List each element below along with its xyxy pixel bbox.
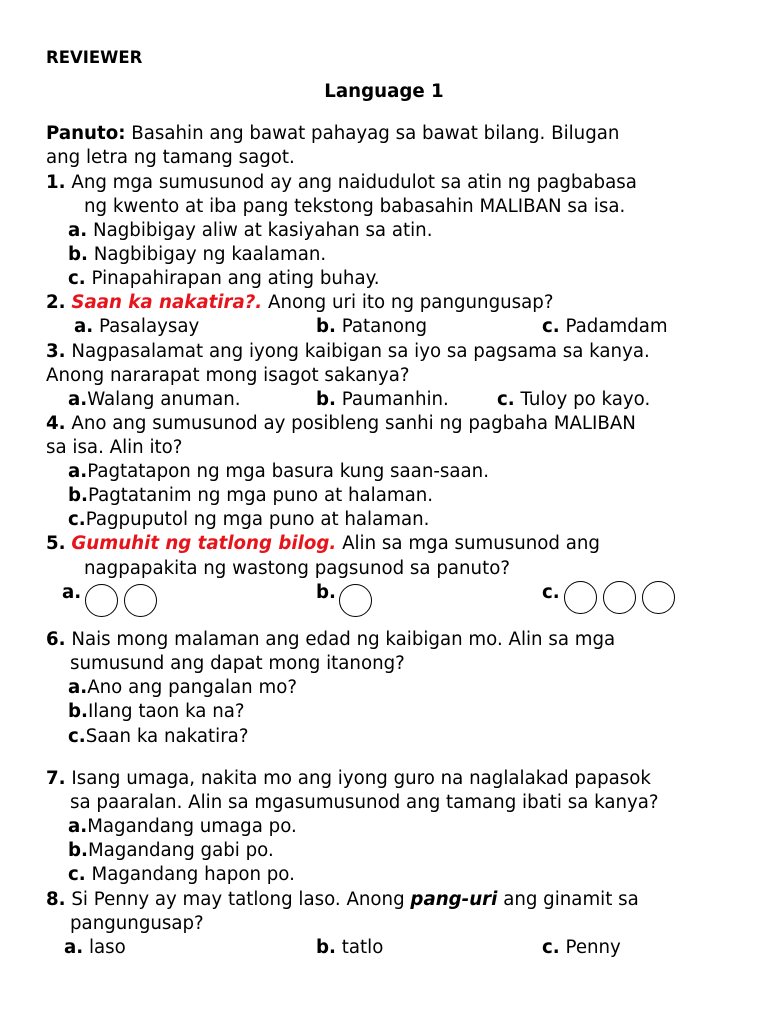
question-number: 2. <box>46 292 66 313</box>
circle-drawing <box>642 581 675 614</box>
question-8-line-2: pangungusap? <box>70 913 204 934</box>
question-number: 3. <box>46 341 66 362</box>
question-7-choice-b[interactable]: b.Magandang gabi po. <box>68 840 274 861</box>
question-2-highlight: Saan ka nakatira?. <box>71 292 263 313</box>
question-4-choice-c[interactable]: c.Pagpuputol ng mga puno at halaman. <box>68 509 430 530</box>
question-2-choice-a[interactable]: a. Pasalaysay <box>74 316 200 337</box>
question-5-choice-a-letter: a. <box>62 582 82 603</box>
question-3-choice-a[interactable]: a.Walang anuman. <box>68 389 241 410</box>
circle-drawing <box>339 584 372 617</box>
question-5-choice-a[interactable] <box>85 584 165 620</box>
question-number: 8. <box>46 889 66 910</box>
question-text: Nais mong malaman ang edad ng kaibigan mo. Alin sa mga <box>71 629 616 650</box>
reviewer-label: REVIEWER <box>46 48 143 67</box>
instructions-label: Panuto: <box>46 123 126 144</box>
question-5-line-2: nagpapakita ng wastong pagsunod sa panuto? <box>84 558 510 579</box>
question-4-line-2: sa isa. Alin ito? <box>46 437 183 458</box>
page-title: Language 1 <box>324 81 444 102</box>
question-5-highlight: Gumuhit ng tatlong bilog. <box>71 533 337 554</box>
question-text: Alin sa mga sumusunod ang <box>342 533 600 554</box>
question-number: 1. <box>46 172 66 193</box>
question-5-choice-c[interactable] <box>564 581 684 617</box>
question-8-choice-b[interactable]: b. tatlo <box>316 937 384 958</box>
question-4-line-1 <box>46 412 636 436</box>
question-4-choice-a[interactable]: a.Pagtatapon ng mga basura kung saan-saan. <box>68 461 489 482</box>
question-text: Isang umaga, nakita mo ang iyong guro na naglalakad papasok <box>71 768 651 789</box>
question-5-line-1 <box>46 532 600 556</box>
question-6-line-2: sumusund ang dapat mong itanong? <box>70 653 405 674</box>
question-2-choice-c[interactable]: c. Padamdam <box>542 316 668 337</box>
question-8-choice-c[interactable]: c. Penny <box>542 937 621 958</box>
circle-drawing <box>603 581 636 614</box>
question-8-line-1: 8. Si Penny ay may tatlong laso. Anong pang-uri ang ginamit sa <box>46 889 639 910</box>
question-3-choice-b[interactable]: b. Paumanhin. <box>316 389 449 410</box>
question-number: 6. <box>46 629 66 650</box>
circle-drawing <box>85 584 118 617</box>
question-8-emphasis: pang-uri <box>410 889 498 910</box>
question-6-choice-b[interactable]: b.Ilang taon ka na? <box>68 701 245 722</box>
question-1-line-2: ng kwento at iba pang tekstong babasahin MALIBAN sa isa. <box>84 196 626 217</box>
question-number: 5. <box>46 533 66 554</box>
instructions-line-2: ang letra ng tamang sagot. <box>46 147 295 168</box>
question-8-choice-a[interactable]: a. laso <box>64 937 126 958</box>
circle-drawing <box>124 584 157 617</box>
instructions-line-1 <box>46 122 619 146</box>
question-7-line-1 <box>46 767 651 791</box>
circle-drawing <box>564 581 597 614</box>
question-4-choice-b[interactable]: b.Pagtatanim ng mga puno at halaman. <box>68 485 434 506</box>
question-7-choice-c[interactable]: c. Magandang hapon po. <box>68 864 295 885</box>
question-3-line-1 <box>46 340 650 364</box>
question-1-choice-c[interactable]: c. Pinapahirapan ang ating buhay. <box>68 268 380 289</box>
question-5-choice-c-letter: c. <box>542 582 560 603</box>
question-text: Ano ang sumusunod ay posibleng sanhi ng pagbaha MALIBAN <box>71 413 636 434</box>
question-text: Anong uri ito ng pangungusap? <box>268 292 554 313</box>
question-5-choice-b-letter: b. <box>316 582 336 603</box>
question-1-line-1 <box>46 171 637 195</box>
question-7-line-2: sa paaralan. Alin sa mgasumusunod ang tamang ibati sa kanya? <box>70 792 659 813</box>
question-2-line-1 <box>46 291 553 315</box>
question-5-choice-b[interactable] <box>339 584 379 620</box>
instructions-text-1: Basahin ang bawat pahayag sa bawat bilang. Bilugan <box>131 123 620 144</box>
question-6-choice-c[interactable]: c.Saan ka nakatira? <box>68 726 249 747</box>
question-number: 7. <box>46 768 66 789</box>
question-2-choice-b[interactable]: b. Patanong <box>316 316 428 337</box>
question-1-choice-a[interactable]: a. Nagbibigay aliw at kasiyahan sa atin. <box>68 220 433 241</box>
question-6-line-1 <box>46 628 615 652</box>
question-number: 4. <box>46 413 66 434</box>
question-text: Ang mga sumusunod ay ang naidudulot sa atin ng pagbabasa <box>71 172 637 193</box>
question-6-choice-a[interactable]: a.Ano ang pangalan mo? <box>68 677 297 698</box>
question-3-choice-c[interactable]: c. Tuloy po kayo. <box>497 389 651 410</box>
question-1-choice-b[interactable]: b. Nagbibigay ng kaalaman. <box>68 244 327 265</box>
question-3-line-2: Anong nararapat mong isagot sakanya? <box>46 365 410 386</box>
question-7-choice-a[interactable]: a.Magandang umaga po. <box>68 816 297 837</box>
question-text: Nagpasalamat ang iyong kaibigan sa iyo sa pagsama sa kanya. <box>71 341 650 362</box>
